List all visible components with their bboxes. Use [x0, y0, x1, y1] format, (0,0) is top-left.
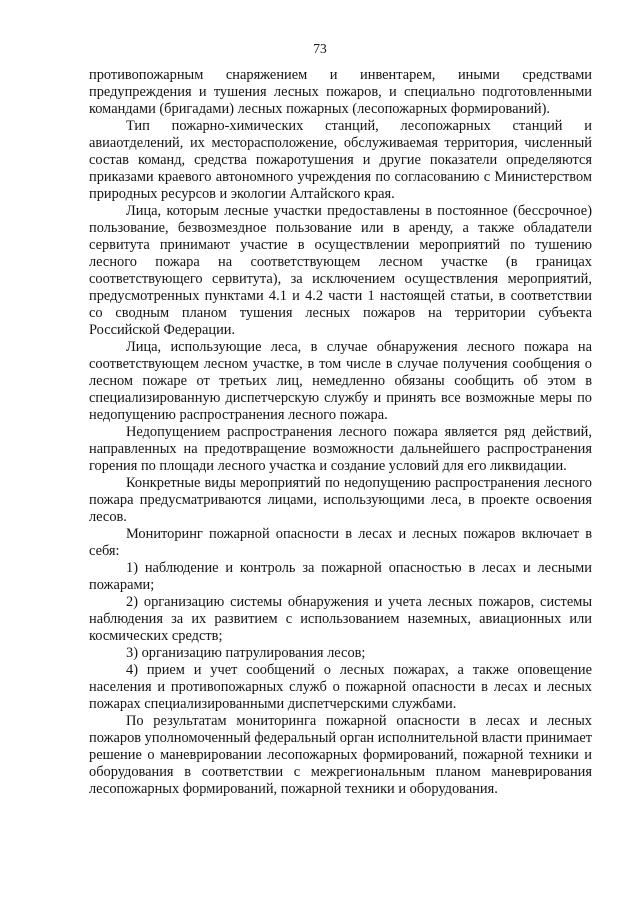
list-item-4: 4) прием и учет сообщений о лесных пожарах, а также оповещение населения и противопожарных служб о пожарной опасности в лесах и лесных пожарах специализированными диспетчерскими службами. [89, 662, 592, 712]
list-item-2: 2) организацию системы обнаружения и учета лесных пожаров, системы наблюдения за их развитием с использованием наземных, авиационных или космических средств; [89, 594, 592, 644]
page-number: 73 [313, 41, 327, 56]
paragraph-continuation: противопожарным снаряжением и инвентарем, иными средствами предупреждения и тушения лесных пожаров, и специально подготовленными командами (бригадами) лесных пожарных (лесопожарных формирований). [89, 67, 592, 117]
paragraph-station-types: Тип пожарно-химических станций, лесопожарных станций и авиаотделений, их месторасположение, обслуживаемая территория, численный состав команд, средства пожаротушения и другие показатели определяются приказами краевого автономного учреждения по согласованию с Министерством природных ресурсов и экологии Алтайского края. [89, 118, 592, 202]
paragraph-monitoring-intro: Мониторинг пожарной опасности в лесах и лесных пожаров включает в себя: [89, 526, 592, 559]
body-text [89, 67, 592, 798]
paragraph-spread-prevention: Недопущением распространения лесного пожара является ряд действий, направленных на предотвращение возможности дальнейшего распространения горения по площади лесного участка и создание условий для его ликвидации. [89, 424, 592, 474]
paragraph-maneuvering-decision: По результатам мониторинга пожарной опасности в лесах и лесных пожаров уполномоченный федеральный орган исполнительной власти принимает решение о маневрировании лесопожарных формирований, пожарной техники и оборудования в соответствии с межрегиональным планом маневрирования лесопожарных формирований, пожарной техники и оборудования. [89, 713, 592, 797]
list-item-3: 3) организацию патрулирования лесов; [126, 645, 366, 661]
paragraph-fire-detection-duty: Лица, использующие леса, в случае обнаружения лесного пожара на соответствующем лесном участке, в том числе в случае получения сообщения о лесном пожаре от третьих лиц, немедленно обязаны сообщить об этом в специализированную диспетчерскую службу и принять все возможные меры по недопущению распространения лесного пожара. [89, 339, 592, 423]
list-item-1: 1) наблюдение и контроль за пожарной опасностью в лесах и лесными пожарами; [89, 560, 592, 593]
paragraph-forest-users: Лица, которым лесные участки предоставлены в постоянное (бессрочное) пользование, безвозмездное пользование или в аренду, а также обладатели сервитута принимают участие в осуществлении мероприятий по тушению лесного пожара на соответствующем лесном участке (в границах соответствующего сервитута), за исключением осуществления мероприятий, предусмотренных пунктами 4.1 и 4.2 части 1 настоящей статьи, в соответствии со сводным планом тушения лесных пожаров на территории субъекта Российской Федерации. [89, 203, 592, 338]
paragraph-specific-measures: Конкретные виды мероприятий по недопущению распространения лесного пожара предусматриваются лицами, использующими леса, в проекте освоения лесов. [89, 475, 592, 525]
